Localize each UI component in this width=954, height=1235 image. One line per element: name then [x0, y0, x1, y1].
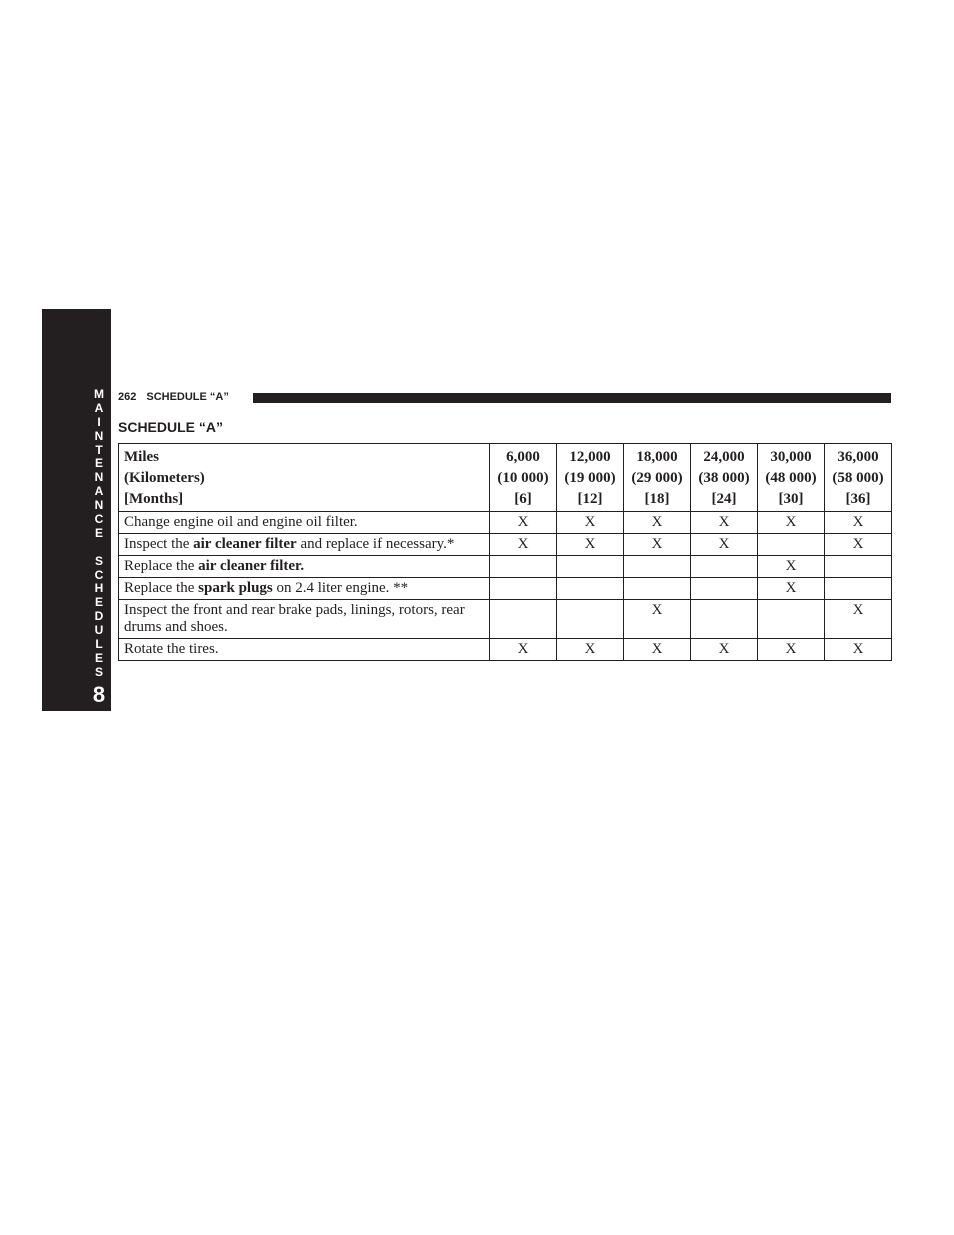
table-row [119, 639, 892, 661]
interval-mark-cell [490, 578, 557, 600]
chapter-tab-letter: A [94, 484, 104, 499]
service-part-name: air cleaner filter [193, 536, 297, 552]
interval-months: [18] [644, 491, 670, 507]
table-row [119, 534, 892, 556]
chapter-tab-letter: N [94, 470, 104, 485]
chapter-tab-letter: S [94, 664, 103, 679]
interval-mark-cell: X [557, 639, 624, 661]
chapter-number: 8 [92, 682, 106, 707]
interval-mark-cell: X [557, 512, 624, 534]
interval-mark-cell: X [624, 512, 691, 534]
interval-mark-cell: X [691, 639, 758, 661]
chapter-tab-letter: T [95, 442, 103, 457]
section-title: SCHEDULE “A” [118, 419, 224, 435]
interval-mark-cell: X [624, 600, 691, 639]
interval-mark-cell [624, 578, 691, 600]
chapter-tab-letter: E [94, 456, 103, 471]
interval-mark-cell: X [691, 534, 758, 556]
table-header-row [119, 444, 892, 512]
chapter-tab-letter: S [94, 553, 103, 568]
interval-mark-cell: X [758, 639, 825, 661]
interval-mark-cell: X [825, 512, 892, 534]
interval-mark-cell: X [825, 639, 892, 661]
kilometers-label: (Kilometers) [124, 470, 205, 486]
interval-km: (38 000) [698, 470, 750, 486]
service-task-cell [119, 534, 490, 556]
interval-miles: 36,000 [837, 449, 879, 465]
interval-mark-cell [557, 578, 624, 600]
interval-header [758, 444, 825, 512]
interval-header [624, 444, 691, 512]
chapter-tab-letter: N [94, 428, 104, 443]
table-row [119, 600, 892, 639]
interval-mark-cell: X [624, 639, 691, 661]
chapter-tab-letter: D [94, 609, 104, 624]
interval-months: [36] [845, 491, 871, 507]
service-task-cell [119, 600, 490, 639]
chapter-tab-letter: N [94, 498, 104, 513]
running-head-title: SCHEDULE “A” [146, 391, 229, 403]
service-task-text: Inspect the front and rear brake pads, linings, rotors, rear drums and shoes. [124, 602, 465, 635]
header-rule [253, 393, 891, 403]
service-part-name: air cleaner filter. [198, 558, 305, 574]
interval-mark-cell [758, 600, 825, 639]
interval-miles: 18,000 [636, 449, 678, 465]
chapter-tab-letter: U [94, 623, 104, 638]
table-row [119, 556, 892, 578]
interval-mark-cell [490, 600, 557, 639]
service-task-text: Replace the [124, 580, 199, 596]
service-task-text: Inspect the [124, 536, 194, 552]
service-task-cell [119, 639, 490, 661]
interval-km: (58 000) [832, 470, 884, 486]
service-task-text: Rotate the tires. [124, 641, 219, 657]
chapter-tab-letter: L [95, 637, 103, 652]
interval-mark-cell: X [557, 534, 624, 556]
table-row [119, 512, 892, 534]
service-task-text: Replace the [124, 558, 199, 574]
interval-mark-cell: X [758, 556, 825, 578]
interval-mark-cell: X [624, 534, 691, 556]
table-row [119, 578, 892, 600]
page-number: 262 [118, 391, 137, 403]
chapter-tab-letter: C [94, 512, 104, 527]
interval-months: [24] [711, 491, 737, 507]
interval-header [557, 444, 624, 512]
interval-km: (48 000) [765, 470, 817, 486]
chapter-tab-letter: I [97, 414, 101, 429]
chapter-tab-letter: E [94, 650, 103, 665]
service-part-name: spark plugs [198, 580, 273, 596]
service-task-cell [119, 556, 490, 578]
interval-mark-cell [557, 556, 624, 578]
interval-km: (29 000) [631, 470, 683, 486]
service-task-text: on 2.4 liter engine. ** [272, 580, 409, 596]
interval-mark-cell: X [691, 512, 758, 534]
interval-miles: 24,000 [703, 449, 745, 465]
months-label: [Months] [124, 491, 184, 507]
interval-mark-cell: X [490, 534, 557, 556]
service-task-text: and replace if necessary.* [296, 536, 455, 552]
interval-header [825, 444, 892, 512]
interval-miles: 12,000 [569, 449, 611, 465]
chapter-tab-letter: H [94, 581, 104, 596]
running-head [118, 390, 229, 404]
service-task-cell [119, 578, 490, 600]
interval-mark-cell: X [490, 512, 557, 534]
interval-mark-cell: X [825, 600, 892, 639]
interval-km: (19 000) [564, 470, 616, 486]
chapter-tab-label [88, 388, 110, 680]
service-task-cell [119, 512, 490, 534]
maintenance-schedule-table [118, 443, 892, 661]
interval-mark-cell [557, 600, 624, 639]
interval-miles: 30,000 [770, 449, 812, 465]
interval-months: [30] [778, 491, 804, 507]
interval-mark-cell [490, 556, 557, 578]
interval-miles: 6,000 [506, 449, 540, 465]
interval-mark-cell [624, 556, 691, 578]
interval-mark-cell [758, 534, 825, 556]
chapter-tab-letter: E [94, 525, 103, 540]
interval-mark-cell [825, 556, 892, 578]
interval-header [490, 444, 557, 512]
interval-km: (10 000) [497, 470, 549, 486]
interval-mark-cell: X [490, 639, 557, 661]
interval-mark-cell [691, 578, 758, 600]
chapter-tab-letter: M [94, 387, 104, 401]
interval-mark-cell: X [758, 512, 825, 534]
interval-mark-cell [691, 600, 758, 639]
chapter-tab-letter [88, 541, 110, 555]
interval-mark-cell: X [758, 578, 825, 600]
service-task-text: Change engine oil and engine oil filter. [124, 514, 358, 530]
interval-months: [12] [577, 491, 603, 507]
interval-mark-cell: X [825, 534, 892, 556]
interval-mark-cell [825, 578, 892, 600]
table-body [119, 512, 892, 661]
interval-label-header [119, 444, 490, 512]
chapter-tab-letter: C [94, 567, 104, 582]
chapter-tab-letter: E [94, 595, 103, 610]
interval-header [691, 444, 758, 512]
interval-mark-cell [691, 556, 758, 578]
miles-label: Miles [124, 449, 159, 465]
chapter-tab-letter: A [94, 400, 104, 415]
interval-months: [6] [514, 491, 532, 507]
